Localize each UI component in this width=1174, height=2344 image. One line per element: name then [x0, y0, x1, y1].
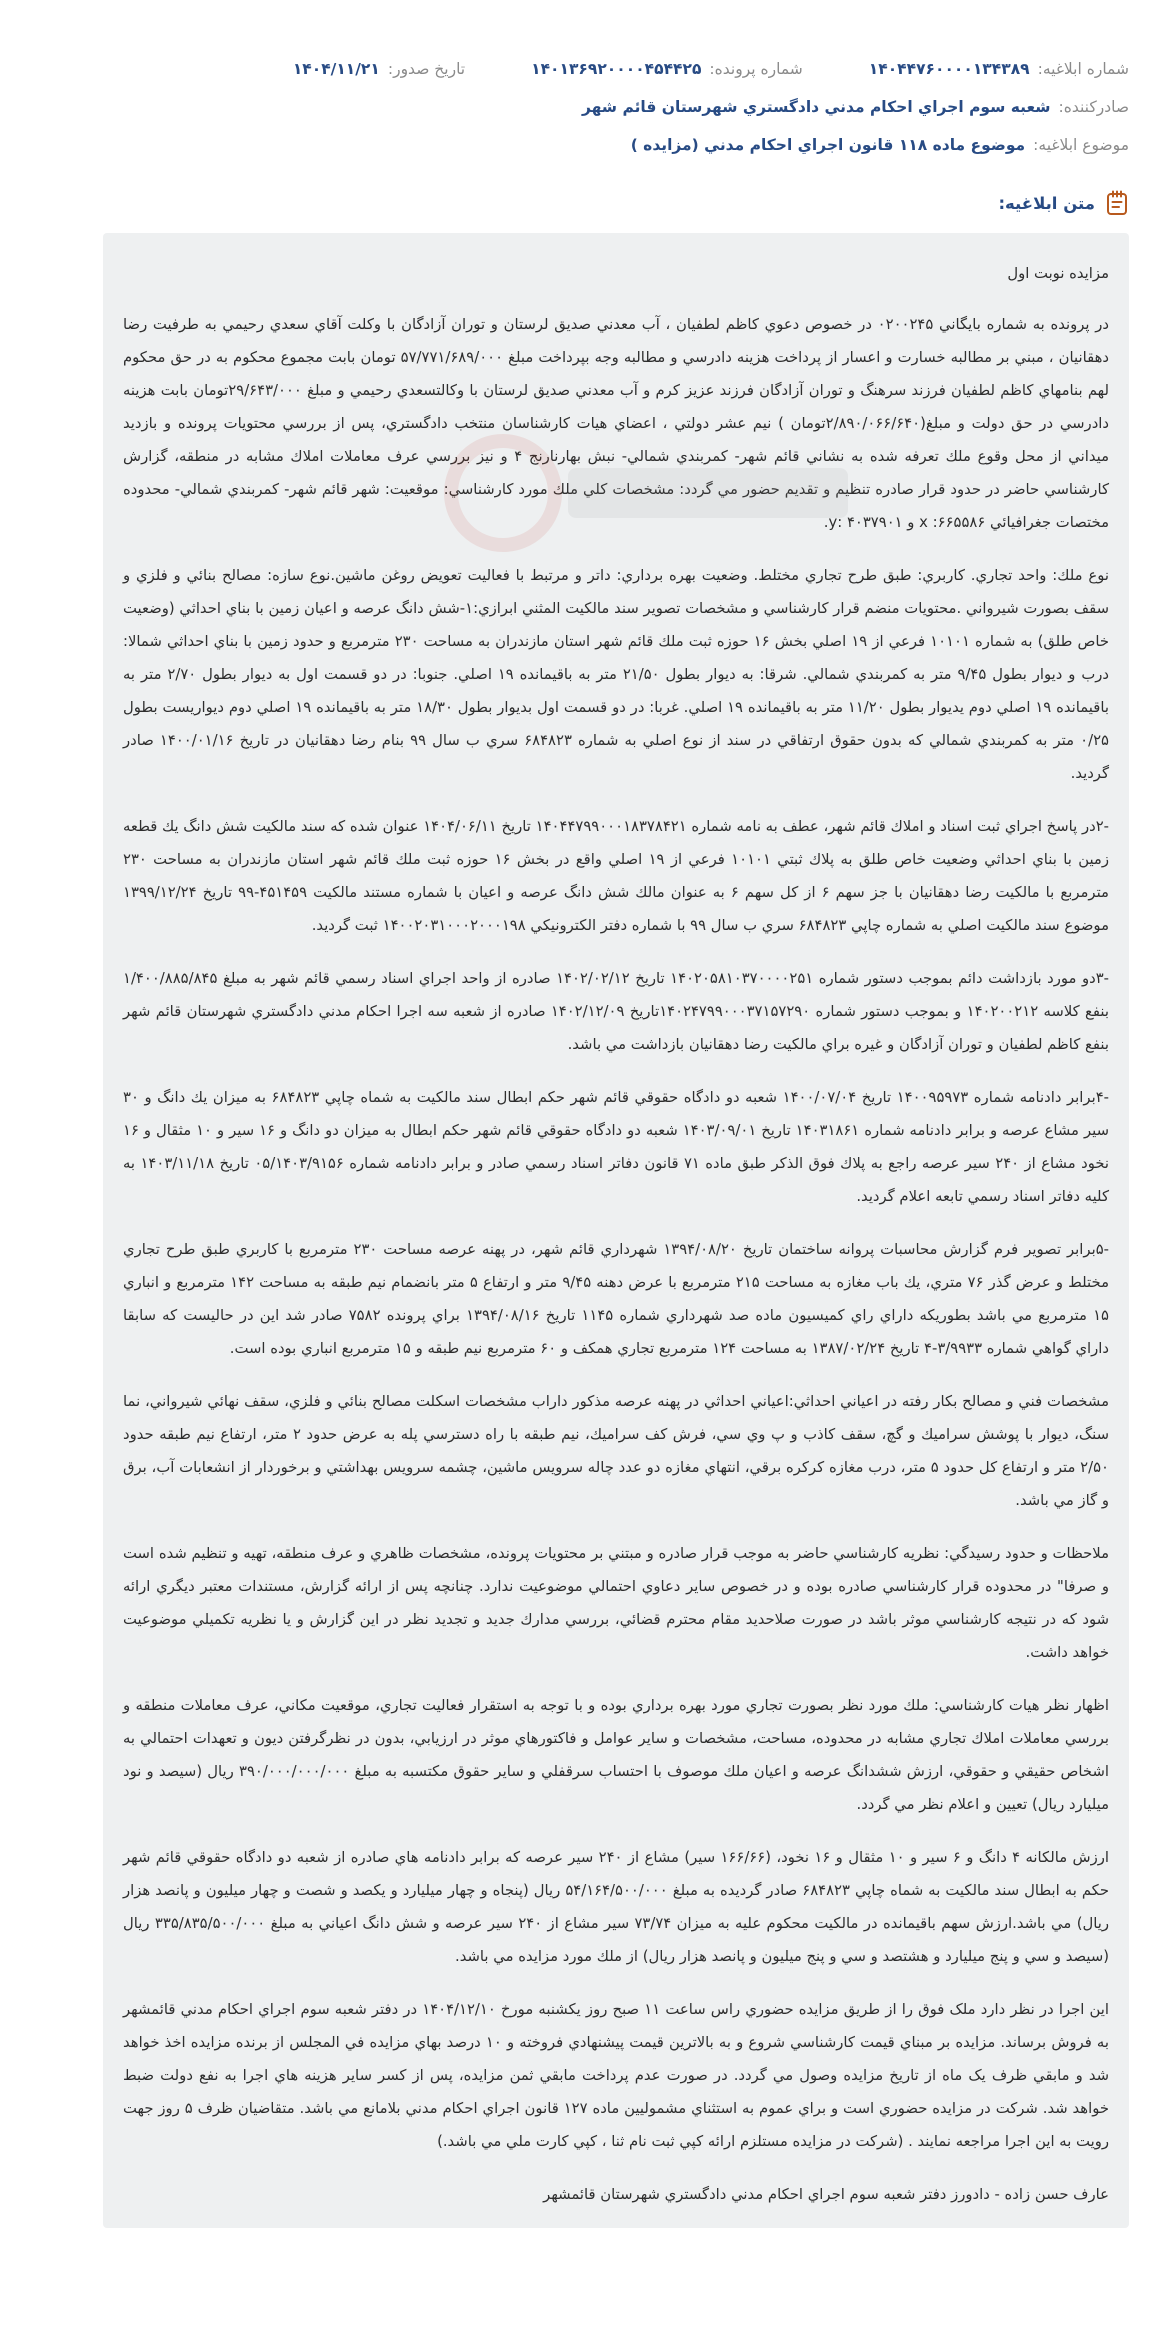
issuer: صادرکننده: شعبه سوم اجراي احكام مدني دادگستري شهرستان قائم شهر [581, 98, 1129, 116]
notice-body [103, 233, 1129, 2228]
case-number: شماره پرونده: ۱۴۰۱۳۶۹۲۰۰۰۰۴۵۴۴۲۵ [531, 60, 803, 78]
notice-metadata [0, 0, 1174, 164]
paragraph: ارزش مالكانه ۴ دانگ و ۶ سير و ۱۰ مثقال و ۱۶ نخود، (۱۶۶/۶۶ سير) مشاع از ۲۴۰ سير عرصه كه برابر دادنامه هاي صادره از شعبه دو دادگاه حقوقي قائم شهر حكم به ابطال سند مالكيت به شماه چاپي ۶۸۴۸۲۳ صادر گرديده به مبلغ ۵۴/۱۶۴/۵۰۰/۰۰۰ ريال (پنجاه و چهار ميليارد و يكصد و شصت و چهار ميليون و پانصد هزار ريال) مي باشد.ارزش سهم باقيمانده در مالكيت محكوم عليه به ميزان ۷۳/۷۴ سير مشاع از ۲۴۰ سير عرصه و شش دانگ اعياني به مبلغ ۳۳۵/۸۳۵/۵۰۰/۰۰۰ ريال (سيصد و سي و پنج ميليارد و هشتصد و سي و پنج ميليون و پانصد هزار ريال) از ملك مورد مزايده مي باشد. [123, 1849, 1110, 1965]
paragraph: اين اجرا در نظر دارد ملک فوق را از طريق مزايده حضوري راس ساعت ۱۱ صبح روز يكشنبه مورخ ۱۴۰۴/۱۲/۱۰ در دفتر شعبه سوم اجراي احکام مدني قائمشهر به فروش برساند. مزايده بر مبناي قيمت كارشناسي شروع و به بالاترين قيمت پيشنهادي فروخته و ۱۰ درصد بهاي مزايده في المجلس از برنده مزايده اخذ خواهد شد و مابقي ظرف يک ماه از تاريخ مزايده وصول مي گردد. در صورت عدم پرداخت مابقي ثمن مزايده، پس از كسر ساير هزينه هاي اجرا به نفع دولت ضبط خواهد شد. شركت در مزايده حضوري است و براي عموم به استثناي مشموليين ماده ۱۲۷ قانون اجراي احكام مدني بلامانع مي باشد. متقاضيان ظرف ۵ روز جهت رويت به اين اجرا مراجعه نمايند . (شركت در مزايده مستلزم ارائه كپي ثبت نام ثنا ، كپي كارت ملي مي باشد.) [123, 2001, 1110, 2150]
paragraph: -۲در پاسخ اجراي ثبت اسناد و املاك قائم شهر، عطف به نامه شماره ۱۴۰۴۴۷۹۹۰۰۰۱۸۳۷۸۴۲۱ تاريخ ۱۴۰۴/۰۶/۱۱ عنوان شده كه سند مالكيت شش دانگ يك قطعه زمين با بناي احداثي وضعيت خاص طلق به پلاك ثبتي ۱۰۱۰۱ فرعي از ۱۹ اصلي واقع در بخش ۱۶ حوزه ثبت ملك قائم شهر استان مازندران به مساحت ۲۳۰ مترمربع با مالكيت رضا دهقانيان با جز سهم ۶ از كل سهم ۶ به عنوان مالك شش دانگ عرصه و اعيان با شماره مستند مالكيت ۴۵۱۴۵۹-۹۹ تاريخ ۱۳۹۹/۱۲/۲۴ موضوع سند مالكيت اصلي به شماره چاپي ۶۸۴۸۲۳ سري ب سال ۹۹ با شماره دفتر الكترونيكي ۱۴۰۰۲۰۳۱۰۰۰۲۰۰۰۱۹۸ ثبت گرديد. [123, 818, 1109, 934]
paragraph: مزايده نوبت اول [1007, 265, 1109, 282]
notepad-icon [1105, 190, 1129, 216]
paragraph: -۵برابر تصوير فرم گزارش محاسبات پروانه ساختمان تاريخ ۱۳۹۴/۰۸/۲۰ شهرداري قائم شهر، در پهنه عرصه مساحت ۲۳۰ مترمربع با كاربري طبق طرح تجاري مختلط و عرض گذر ۷۶ متري، يك باب مغازه به مساحت ۲۱۵ مترمربع با عرض دهنه ۹/۴۵ متر و ارتفاع ۵ متر بانضمام نيم طبقه به مساحت ۱۴۲ مترمربع و انباري ۱۵ مترمربع مي باشد بطوريكه داراي راي كميسيون ماده صد شهرداري شماره ۱۱۴۵ تاريخ ۱۳۹۴/۰۸/۱۶ براي پرونده ۷۵۸۲ صادر شد اين در حاليست كه سابقا داراي گواهي شماره ۳/۹۹۳۳-۴ تاريخ ۱۳۸۷/۰۲/۲۴ به مساحت ۱۲۴ مترمربع تجاري همكف و ۶۰ مترمربع نيم طبقه و ۱۵ مترمربع انباري بوده است. [123, 1241, 1109, 1357]
meta-row-numbers [45, 50, 1129, 88]
paragraph: در پرونده به شماره بايگاني ۰۲۰۰۲۴۵ در خصوص دعوي كاظم لطفيان ، آب معدني صديق لرستان و توران آزادگان با وكلت آقاي سعدي رحيمي به طرفيت رضا دهقانيان ، مبني بر مطالبه خسارت و اعسار از پرداخت هزينه دادرسي و مطالبه وجه بپرداخت مبلغ ۵۷/۷۷۱/۶۸۹/۰۰۰ تومان بابت مجموع محكوم به در حق محكوم لهم بنامهاي كاظم لطفيان فرزند سرهنگ و توران آزادگان فرزند عزيز كرم و آب معدني صديق لرستان با وكالتسعدي رحيمي و مبلغ ۲۹/۶۴۳/۰۰۰تومان بابت هزينه دادرسي در حق دولت و مبلغ(۲/۸۹۰/۰۶۶/۶۴۰تومان ) نيم عشر دولتي ، اعضاي هيات كارشناسان منتخب دادگستري، پس از بررسي محتويات پرونده و بازديد ميداني از محل وقوع ملك تعرفه شده به نشاني قائم شهر- كمربندي شمالي- نبش بهارنارنج ۴ و نيز بررسي عرف معاملات املاك مشابه در منطقه، گزارش كارشناسي حاضر در حدود قرار صادره تنظيم و تقديم حضور مي گردد: مشخصات كلي ملك مورد كارشناسي: موقعيت: شهر قائم شهر- كمربندي شمالي- محدوده مختصات جغرافيائي ۶۶۵۵۸۶: x و ۴۰۳۷۹۰۱ :y. [123, 316, 1110, 531]
issue-date: تاريخ صدور: ۱۴۰۴/۱۱/۲۱ [292, 60, 466, 78]
paragraph: -۳دو مورد بازداشت دائم بموجب دستور شماره ۱۴۰۲۰۵۸۱۰۳۷۰۰۰۰۲۵۱ تاريخ ۱۴۰۲/۰۲/۱۲ صادره از واحد اجراي اسناد رسمي قائم شهر به مبلغ ۱/۴۰۰/۸۸۵/۸۴۵ بنفع كلاسه ۱۴۰۲۰۰۲۱۲ و بموجب دستور شماره ۱۴۰۲۴۷۹۹۰۰۰۳۷۱۵۷۲۹۰تاريخ ۱۴۰۲/۱۲/۰۹ صادره از شعبه سه اجرا احكام مدني دادگستري شهرستان قائم شهر بنفع كاظم لطفيان و توران آزادگان و غيره براي مالكيت رضا دهقانيان بازداشت مي باشد. [123, 970, 1109, 1053]
meta-row-subject [45, 126, 1129, 164]
paragraph: ملاحظات و حدود رسيدگي: نظريه كارشناسي حاضر به موجب قرار صادره و مبتني بر محتويات پرونده، مشخصات ظاهري و عرف منطقه، تهيه و تنظيم شده است و صرفا" در محدوده قرار كارشناسي صادره بوده و در خصوص ساير دعاوي احتمالي موضوعيت ندارد. چنانچه پس از ارائه گزارش، مستندات معتبر ديگري ارائه شود كه در نتيجه كارشناسي موثر باشد در صورت صلاحديد مقام محترم قضائي، بررسي مدارك جديد و تجديد نظر در اين گزارش و يا نظريه تكميلي موضوعيت خواهد داشت. [123, 1545, 1109, 1661]
paragraph: نوع ملك: واحد تجاري. كاربري: طبق طرح تجاري مختلط. وضعيت بهره برداري: داتر و مرتبط با فعاليت تعويض روغن ماشين.نوع سازه: مصالح بنائي و فلزي و سقف بصورت شيرواني .محتويات منضم قرار كارشناسي و مشخصات تصوير سند مالكيت المثني ابرازي:۱-شش دانگ عرصه و اعيان زمين با بناي احداثي (وضعيت خاص طلق) به شماره ۱۰۱۰۱ فرعي از ۱۹ اصلي بخش ۱۶ حوزه ثبت ملك قائم شهر استان مازندران به مساحت ۲۳۰ مترمربع و حدود زمين با بناي احداثي شمالا: درب و ديوار بطول ۹/۴۵ متر به كمربندي شمالي. شرقا: به ديوار بطول ۲۱/۵۰ متر به باقيمانده ۱۹ اصلي. جنوبا: در دو قسمت اول به ديوار بطول ۲/۷۰ متر به باقيمانده ۱۹ اصلي دوم يديوار بطول ۱۱/۲۰ متر به باقيمانده ۱۹ اصلي. غربا: در دو قسمت اول بديوار بطول ۱۸/۳۰ متر به باقيمانده ۱۹ اصلي دوم ديواريست بطول ۰/۲۵ متر به كمربندي شمالي كه بدون حقوق ارتفاقي در سند از نوع اصلي به شماره ۶۸۴۸۲۳ سري ب سال ۹۹ بنام رضا دهقانيان در تاريخ ۱۴۰۰/۰۱/۱۶ صادر گرديد. [123, 567, 1109, 782]
section-title-text: متن ابلاغيه: [998, 193, 1095, 213]
paragraph: مشخصات فني و مصالح بكار رفته در اعياني احداثي:اعياني احداثي در پهنه عرصه مذكور داراب مشخصات اسكلت مصالح بنائي و فلزي، سقف نهائي شيرواني، نما سنگ، ديوار با پوشش سراميك و گچ، سقف كاذب و پ وي سي، فرش كف سراميك، نيم طبقه با راه دسترسي پله به عرض حدود ۲ متر، ارتفاع نيم طبقه حدود ۲/۵۰ متر و ارتفاع كل حدود ۵ متر، درب مغازه كركره برقي، انتهاي مغازه دو عدد چاله سرويس ماشين، چشمه سرويس بهداشتي و برخوردار از انشعابات آب، برق و گاز مي باشد. [123, 1393, 1109, 1509]
notice-subject: موضوع ابلاغيه: موضوع ماده ۱۱۸ قانون اجراي احكام مدني (مزايده ) [630, 136, 1129, 154]
meta-row-issuer [45, 88, 1129, 126]
signature-line: عارف حسن زاده - دادورز دفتر شعبه سوم اجراي احكام مدني دادگستري شهرستان قائمشهر [543, 2186, 1109, 2203]
paragraph: اظهار نظر هيات كارشناسي: ملك مورد نظر بصورت تجاري مورد بهره برداري بوده و با توجه به استقرار فعاليت تجاري، موقعيت مكاني، عرف معاملات منطقه و بررسي معاملات املاك تجاري مشابه در محدوده، مساحت، مشخصات و ساير عوامل و فاكتورهاي موثر در ارزيابي، بدون در نظرگرفتن ديون و تعهدات احتمالي به اشخاص حقيقي و حقوقي، ارزش ششدانگ عرصه و اعيان ملك موصوف با احتساب سرقفلي و ساير حقوق مكتسبه به مبلغ ۳۹۰/۰۰۰/۰۰۰/۰۰۰ ريال (سيصد و نود ميليارد ريال) تعيين و اعلام نظر مي گردد. [123, 1697, 1109, 1813]
paragraph: -۴برابر دادنامه شماره ۱۴۰۰۹۵۹۷۳ تاريخ ۱۴۰۰/۰۷/۰۴ شعبه دو دادگاه حقوقي قائم شهر حكم ابطال سند مالكيت به شماه چاپي ۶۸۴۸۲۳ به ميزان يك دانگ و ۳۰ سير مشاع عرصه و برابر دادنامه شماره ۱۴۰۳۱۸۶۱ تاريخ ۱۴۰۳/۰۹/۰۱ شعبه دو دادگاه حقوقي قائم شهر حكم ابطال به ميزان دو دانگ و ۱۶ سير و ۱۰ مثقال و ۱۶ نخود مشاع از ۲۴۰ سير عرصه راجع به پلاك فوق الذكر طبق ماده ۷۱ قانون دفاتر اسناد رسمي صادر و برابر دادنامه شماره ۰۵/۱۴۰۳/۹۱۵۶ تاريخ ۱۴۰۳/۱۱/۱۸ به كليه دفاتر اسناد رسمي تابعه اعلام گرديد. [123, 1089, 1110, 1205]
notice-number: شماره ابلاغيه: ۱۴۰۴۴۷۶۰۰۰۰۱۳۴۳۸۹ [868, 60, 1129, 78]
section-title [0, 186, 1174, 220]
